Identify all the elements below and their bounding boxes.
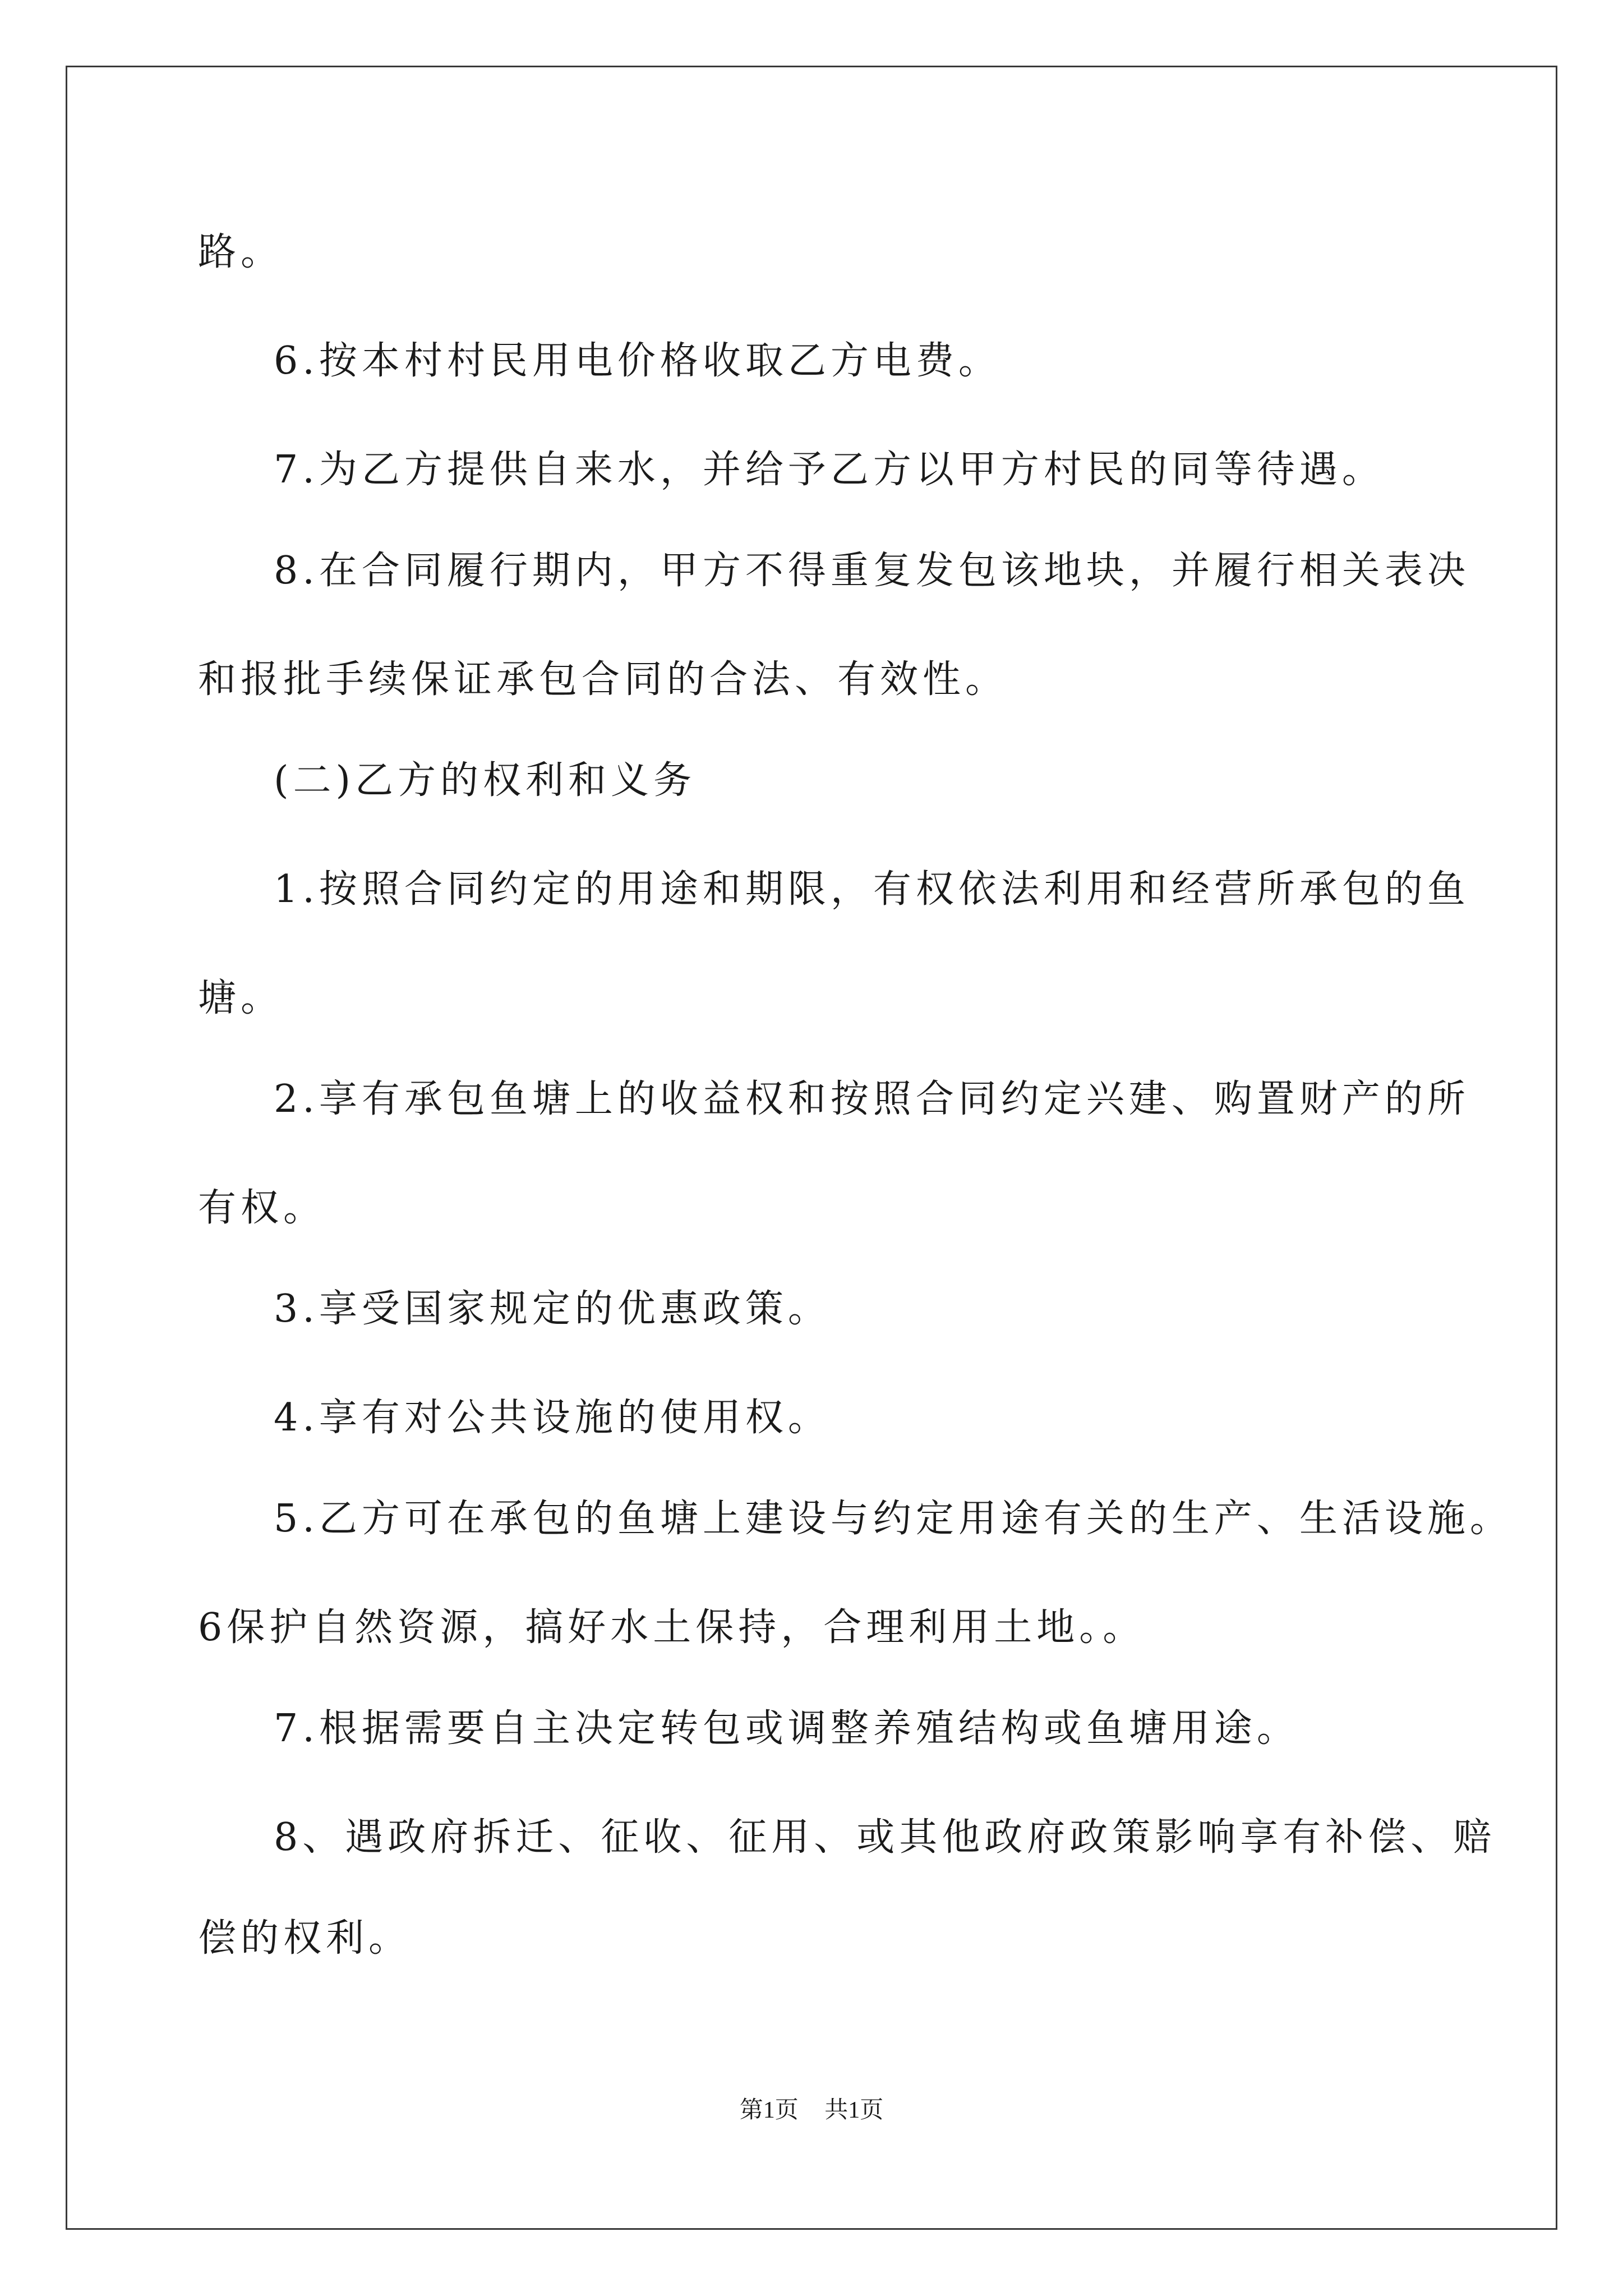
page-total: 共1页 (824, 2097, 884, 2123)
paragraph-line: 8.在合同履行期内，甲方不得重复发包该地块，并履行相关表决 (274, 549, 1470, 593)
paragraph-line: 7.根据需要自主决定转包或调整养殖结构或鱼塘用途。 (274, 1706, 1299, 1751)
paragraph-line: 5.乙方可在承包的鱼塘上建设与约定用途有关的生产、生活设施。 (274, 1497, 1513, 1541)
paragraph-line: 有权。 (198, 1186, 326, 1230)
page-number: 第1页 (739, 2097, 799, 2123)
paragraph-line: 偿的权利。 (198, 1916, 412, 1961)
page-border (66, 66, 1557, 2230)
paragraph-line: 2.享有承包鱼塘上的收益权和按照合同约定兴建、购置财产的所 (274, 1077, 1470, 1121)
paragraph-line: 1.按照合同约定的用途和期限，有权依法利用和经营所承包的鱼 (274, 867, 1470, 912)
paragraph-line: 3.享受国家规定的优惠政策。 (274, 1287, 831, 1331)
paragraph-line: 7.为乙方提供自来水，并给予乙方以甲方村民的同等待遇。 (274, 448, 1385, 492)
paragraph-line: 4.享有对公共设施的使用权。 (274, 1396, 831, 1440)
paragraph-line: 8、遇政府拆迁、征收、征用、或其他政府政策影响享有补偿、赔 (274, 1815, 1496, 1860)
page-footer (0, 2091, 1623, 2125)
paragraph-line: 塘。 (198, 976, 284, 1020)
paragraph-line: 6.按本村村民用电价格收取乙方电费。 (274, 339, 1001, 383)
paragraph-line: 6保护自然资源，搞好水土保持，合理利用土地。。 (198, 1605, 1146, 1650)
paragraph-line: 路。 (198, 230, 284, 274)
paragraph-line: 和报批手续保证承包合同的合法、有效性。 (198, 657, 1008, 702)
section-heading: (二)乙方的权利和义务 (274, 758, 697, 803)
